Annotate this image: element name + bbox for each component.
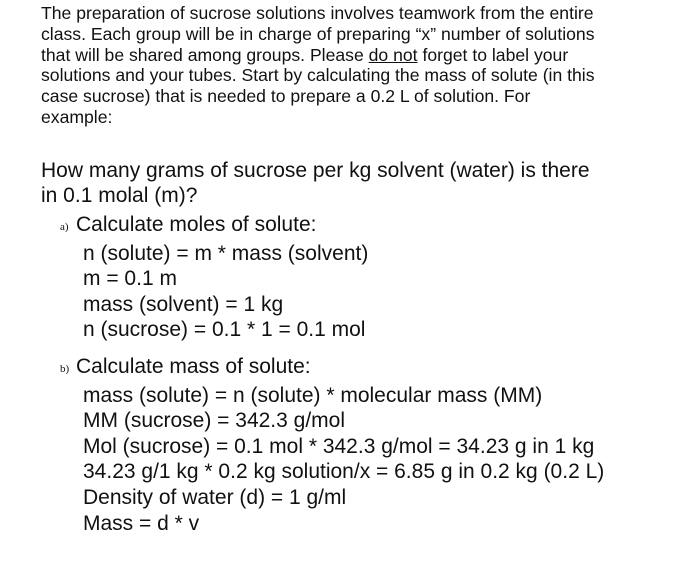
calculation-step: n (solute) = m * mass (solvent) — [83, 241, 369, 265]
intro-line: example: — [41, 106, 113, 127]
intro-text: that will be shared among groups. Please — [41, 44, 369, 65]
part-a-marker: a) — [60, 221, 69, 233]
intro-line: case sucrose) that is needed to prepare a 0.2 L of solution. For — [41, 86, 531, 107]
calculation-step: mass (solute) = n (solute) * molecular mass (MM) — [83, 383, 543, 407]
part-b-marker: b) — [60, 363, 70, 375]
intro-line — [41, 45, 691, 66]
question-line: How many grams of sucrose per kg solvent (water) is there — [41, 159, 590, 182]
calculation-step: MM (sucrose) = 342.3 g/mol — [83, 409, 346, 433]
calculation-step: Mass = d * v — [83, 511, 200, 535]
part-b-heading — [60, 354, 604, 383]
part-a-title: Calculate moles of solute: — [76, 213, 317, 236]
calculation-step: n (sucrose) = 0.1 * 1 = 0.1 mol — [83, 318, 366, 342]
question-line: in 0.1 molal (m)? — [41, 184, 198, 207]
part-a-heading — [60, 212, 368, 241]
calculation-step: m = 0.1 m — [83, 267, 177, 291]
intro-text: forget to label your — [417, 44, 569, 65]
question-text — [41, 158, 590, 208]
intro-line: The preparation of sucrose solutions involves teamwork from the entire — [41, 3, 594, 23]
calculation-step: Mol (sucrose) = 0.1 mol * 342.3 g/mol = 34.23 g in 1 kg — [83, 434, 595, 458]
calculation-step: Density of water (d) = 1 g/ml — [83, 485, 347, 509]
intro-line: class. Each group will be in charge of preparing “x” number of solutions — [41, 23, 595, 44]
intro-line: solutions and your tubes. Start by calculating the mass of solute (in this — [41, 65, 595, 86]
part-b-title: Calculate mass of solute: — [76, 355, 311, 378]
calculation-step: mass (solvent) = 1 kg — [83, 292, 284, 316]
part-b — [60, 354, 604, 536]
intro-paragraph — [41, 3, 691, 128]
underlined-emphasis: do not — [368, 44, 418, 65]
part-a — [60, 212, 368, 343]
calculation-step: 34.23 g/1 kg * 0.2 kg solution/x = 6.85 g in 0.2 kg (0.2 L) — [83, 460, 605, 484]
